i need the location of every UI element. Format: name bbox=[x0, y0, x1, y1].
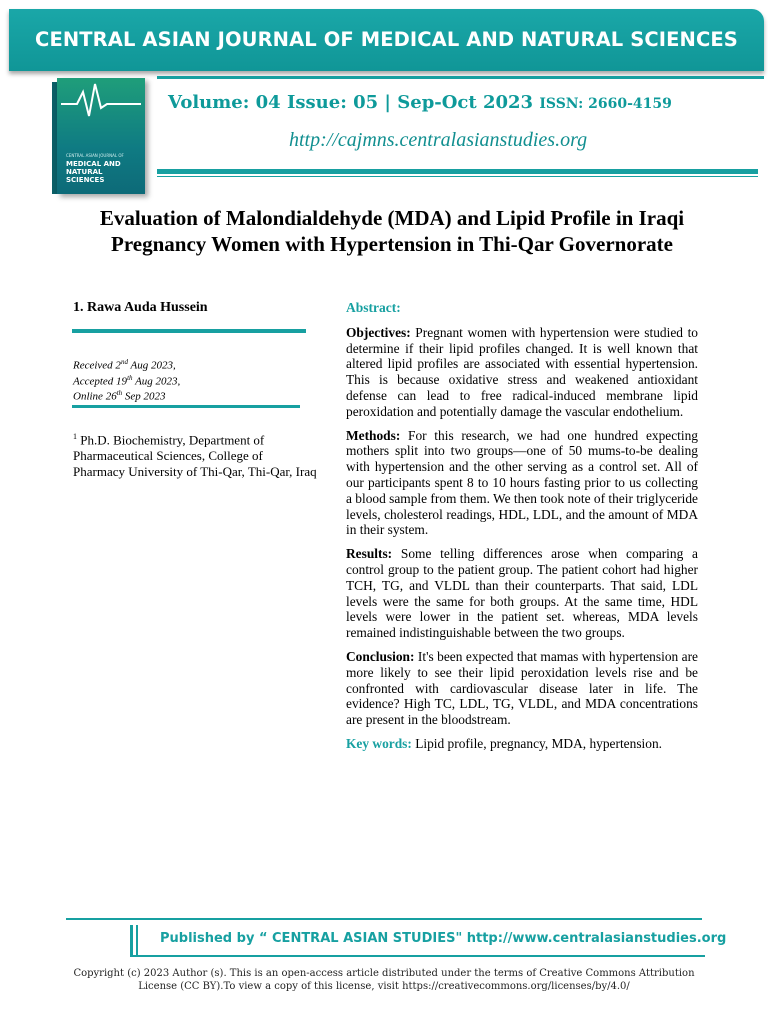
copyright-notice: Copyright (c) 2023 Author (s). This is an open-access article distributed under the terms of Creative Commons Attribution License (CC BY).To view a copy of this license, visit https://creativecommons.org/licenses/by/4.0/ bbox=[73, 968, 695, 992]
accepted-date: Accepted 19th Aug 2023, bbox=[73, 373, 181, 388]
abstract-section bbox=[346, 300, 698, 760]
author-affiliation: $^1$ Ph.D. Biochemistry, Department of Pharmaceutical Sciences, College of Pharmacy University of Thi-Qar, Thi-Qar, Iraq bbox=[73, 432, 317, 480]
header-divider-thin bbox=[157, 176, 758, 177]
author-divider bbox=[72, 329, 306, 333]
cover-small-text: CENTRAL ASIAN JOURNAL OF bbox=[66, 153, 124, 158]
received-date: Received 2nd Aug 2023, bbox=[73, 358, 176, 372]
journal-banner bbox=[9, 9, 764, 71]
journal-title: CENTRAL ASIAN JOURNAL OF MEDICAL AND NATURAL SCIENCES bbox=[35, 28, 738, 51]
abstract-results: Results: Some telling differences arose when comparing a control group to the patient group. The patient cohort had higher TCH, TG, and VLDL than their counterparts. That said, LDL levels were the same for both groups. At the same time, HDL levels were lower in the patient set. whereas, MDA levels remained indistinguishable between the two groups. bbox=[346, 546, 698, 641]
publisher-link[interactable]: Published by “ CENTRAL ASIAN STUDIES" http://www.centralasianstudies.org bbox=[160, 931, 727, 946]
issn-text: ISSN: 2660-4159 bbox=[539, 96, 672, 112]
header-divider-bottom bbox=[157, 169, 758, 174]
abstract-conclusion: Conclusion: It's been expected that mamas with hypertension are more likely to see their lipid peroxidation levels rise and be confronted with cardiovascular disease later in life. The evidence? High TC, LDL, TG, VLDL, and MDA concentrations are present in the bloodstream. bbox=[346, 648, 698, 728]
dates-divider bbox=[72, 405, 300, 408]
author-name: 1. Rawa Auda Hussein bbox=[73, 300, 208, 315]
footer-divider bbox=[66, 918, 702, 920]
heartbeat-icon bbox=[57, 78, 145, 138]
journal-url-link[interactable]: http://cajmns.centralasianstudies.org bbox=[289, 129, 588, 151]
article-title: Evaluation of Malondialdehyde (MDA) and Lipid Profile in Iraqi Pregnancy Women with Hypertension in Thi-Qar Governorate bbox=[99, 206, 685, 256]
dates-block bbox=[73, 356, 180, 403]
abstract-heading: Abstract: bbox=[346, 300, 401, 315]
online-date: Online 26th Sep 2023 bbox=[73, 389, 166, 403]
abstract-methods: Methods: For this research, we had one hundred expecting mothers split into two groups—one of 50 mums-to-be dealing with hypertension and the other serving as a control set. All of our participants spent 8 to 10 hours fasting prior to us collecting a blood sample from them. We then took note of their triglyceride levels, cholesterol readings, HDL, LDL, and the amount of MDA in their system. bbox=[346, 427, 698, 538]
abstract-keywords: Key words: Lipid profile, pregnancy, MDA, hypertension. bbox=[346, 735, 662, 751]
footer-box-accent bbox=[136, 925, 138, 955]
volume-issue bbox=[168, 92, 672, 113]
volume-text: Volume: 04 Issue: 05 | Sep-Oct 2023 bbox=[168, 92, 534, 113]
abstract-objectives: Objectives: Pregnant women with hypertension were studied to determine if their lipid profiles changed. It is well known that altered lipid profiles are associated with essential hypertension. This is because oxidative stress and weakened antioxidant defense can lead to free radical-induced membrane lipid peroxidation and potentially damage the vascular endothelium. bbox=[346, 324, 698, 419]
header-divider-top bbox=[157, 76, 764, 79]
cover-label: MEDICAL AND NATURAL SCIENCES bbox=[66, 160, 121, 184]
